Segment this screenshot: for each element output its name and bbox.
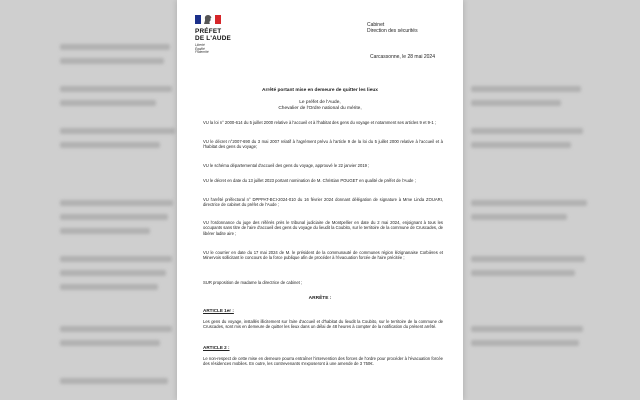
republic-flag-icon xyxy=(195,14,235,26)
visa-paragraph: VU la loi n° 2000-614 du 5 juillet 2000 relative à l'accueil et à l'habitat des gens du voyage et notamment ses articles 9 et 9-1 ; xyxy=(203,120,437,125)
prefet-intro xyxy=(177,100,463,112)
motto-fraternite: Fraternité xyxy=(195,50,209,55)
motto-liberte: Liberté xyxy=(195,43,205,48)
document-title: Arrêté portant mise en demeure de quitter les lieux xyxy=(262,88,378,93)
article-1-text: Les gens du voyage, installés illicitement sur l'aire d'accueil et d'habitat du lieudit la Coubito, sur le territoire de la commune de Cruscades, sont mis en demeure de quitter les lieux dans un délai de 48 heures à compter de la notification du présent arrêté. xyxy=(203,319,443,330)
article-1-title: ARTICLE 1er : xyxy=(203,308,234,313)
article-2-text: Le non-respect de cette mise en demeure pourra entraîner l'intervention des forces de l'ordre pour procéder à l'évacuation forcée des résidences mobiles. En outre, les contrevenants s'exposeront à une amende de 3 750€. xyxy=(203,356,443,367)
logo-title-line2: DE L'AUDE xyxy=(195,34,231,42)
background-right-blur xyxy=(463,0,640,400)
logo-title-line1: PRÉFET xyxy=(195,28,222,35)
prefecture-logo xyxy=(195,14,235,55)
visa-paragraph: VU le courrier en date du 17 mai 2024 de M. le président de la communauté de communes région lézignanaise Corbières et Minervois sollicitant le concours de la force publique afin de procéder à l'évacuation forcée de l'aire précitée ; xyxy=(203,250,443,261)
service-header xyxy=(367,22,418,34)
logo-motto xyxy=(195,44,235,55)
visa-paragraph: VU l'arrêté préfectoral n° DPPPAT-BCI-2024-010 du 16 février 2024 donnant délégation de signature à Mme Linda ZOUARI, directrice de cabinet du préfet de l'Aude ; xyxy=(203,197,443,208)
place-date: Carcassonne, le 28 mai 2024 xyxy=(369,54,435,60)
document-page xyxy=(177,0,463,400)
motto-egalite: Égalité xyxy=(195,46,205,51)
background-left-blur xyxy=(0,0,177,400)
prefet-line1: Le préfet de l'Aude, xyxy=(299,100,341,105)
visa-paragraph: VU le décret en date du 13 juillet 2023 portant nomination de M. Christian POUGET en qualité de préfet de l'Aude ; xyxy=(203,178,416,183)
marianne-icon xyxy=(202,14,214,26)
arrete-heading: ARRÊTE : xyxy=(308,296,332,301)
article-2-title: ARTICLE 2 : xyxy=(203,345,230,350)
prefet-line2: Chevalier de l'Ordre national du mérite, xyxy=(278,106,362,111)
proposal-paragraph: SUR proposition de madame la directrice de cabinet ; xyxy=(203,280,303,285)
visa-paragraph: VU le décret n°2007-690 du 3 mai 2007 relatif à l'agrément prévu à l'article 9 de la loi du 5 juillet 2000 relative à l'accueil et à l'habitat des gens du voyage; xyxy=(203,139,443,150)
logo-title xyxy=(195,29,235,42)
service-direction: Direction des sécurités xyxy=(367,28,418,35)
visa-paragraph: VU l'ordonnance du juge des référés près le tribunal judiciaire de Montpellier en date du 2 mai 2024, enjoignant à tous les occupants sans titre de l'aire d'accueil des gens du voyage du lieudit la Coubito, sur le territoire de la commune de Cruscades, de libérer ladite aire ; xyxy=(203,220,443,236)
service-cabinet: Cabinet xyxy=(367,22,385,28)
visa-paragraph: VU le schéma départemental d'accueil des gens du voyage, approuvé le 22 janvier 2019 ; xyxy=(203,163,370,168)
